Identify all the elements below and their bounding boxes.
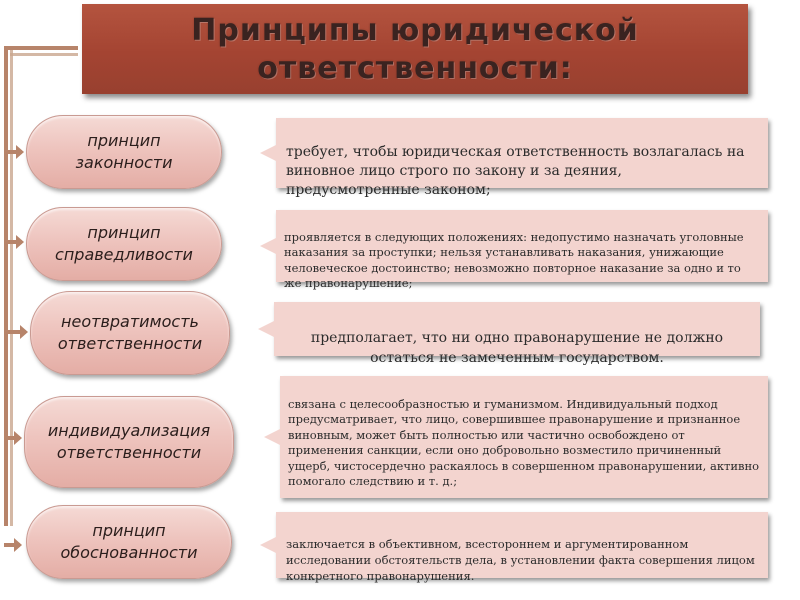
connector-arrow bbox=[4, 543, 20, 547]
slide-title: Принципы юридической ответственности: bbox=[191, 13, 639, 86]
principle-validity bbox=[26, 505, 232, 579]
connector-arrow bbox=[4, 436, 20, 440]
decorative-frame-line bbox=[4, 46, 78, 50]
description-text: проявляется в следующих положениях: недопустимо назначать уголовные наказания за проступки; нельзя устанавливать наказания, унижающие человеческое достоинство; невозможно повторное наказание за одно и то же правонарушение; bbox=[284, 229, 744, 290]
principle-label: принцип обоснованности bbox=[60, 521, 198, 562]
principle-label: индивидуализация ответственности bbox=[47, 421, 211, 462]
description-text: требует, чтобы юридическая ответственность возлагалась на виновное лицо строго по закону и за деяния, предусмотренные законом; bbox=[286, 144, 745, 198]
title-banner bbox=[82, 4, 748, 94]
decorative-frame-line bbox=[10, 46, 13, 526]
description-text: заключается в объективном, всестороннем и аргументированном исследовании обстоятельств дела, в установлении факта совершения лицом конкретного правонарушения. bbox=[286, 537, 755, 583]
description-legality bbox=[276, 118, 768, 198]
decorative-frame-line bbox=[10, 53, 78, 56]
connector-arrow bbox=[4, 150, 22, 154]
connector-arrow bbox=[4, 240, 22, 244]
decorative-frame-line bbox=[4, 46, 8, 526]
description-inevitability bbox=[274, 302, 760, 366]
description-individualization bbox=[280, 376, 768, 498]
principle-label: неотвратимость ответственности bbox=[57, 312, 203, 353]
description-text: связана с целесообразностью и гуманизмом. Индивидуальный подход предусматривает, что лицо, совершившее правонарушение и признанное виновным, может быть полностью или частично освобождено от применения санкции, если оно добровольно возместило причиненный ущерб, чистосердечно раскаялось в совершенном правонарушении, активно помогало следствию и т. д.; bbox=[288, 396, 760, 488]
principle-inevitability bbox=[30, 291, 230, 375]
connector-arrow bbox=[4, 330, 26, 334]
principle-label: принцип законности bbox=[75, 131, 173, 172]
principle-legality bbox=[26, 115, 222, 189]
description-justice bbox=[276, 210, 768, 290]
description-validity bbox=[276, 512, 768, 583]
principle-label: принцип справедливости bbox=[55, 223, 193, 264]
principle-justice bbox=[26, 207, 222, 281]
description-text: предполагает, что ни одно правонарушение не должно остаться не замеченным государством. bbox=[310, 330, 724, 366]
principle-individualization bbox=[24, 396, 234, 488]
